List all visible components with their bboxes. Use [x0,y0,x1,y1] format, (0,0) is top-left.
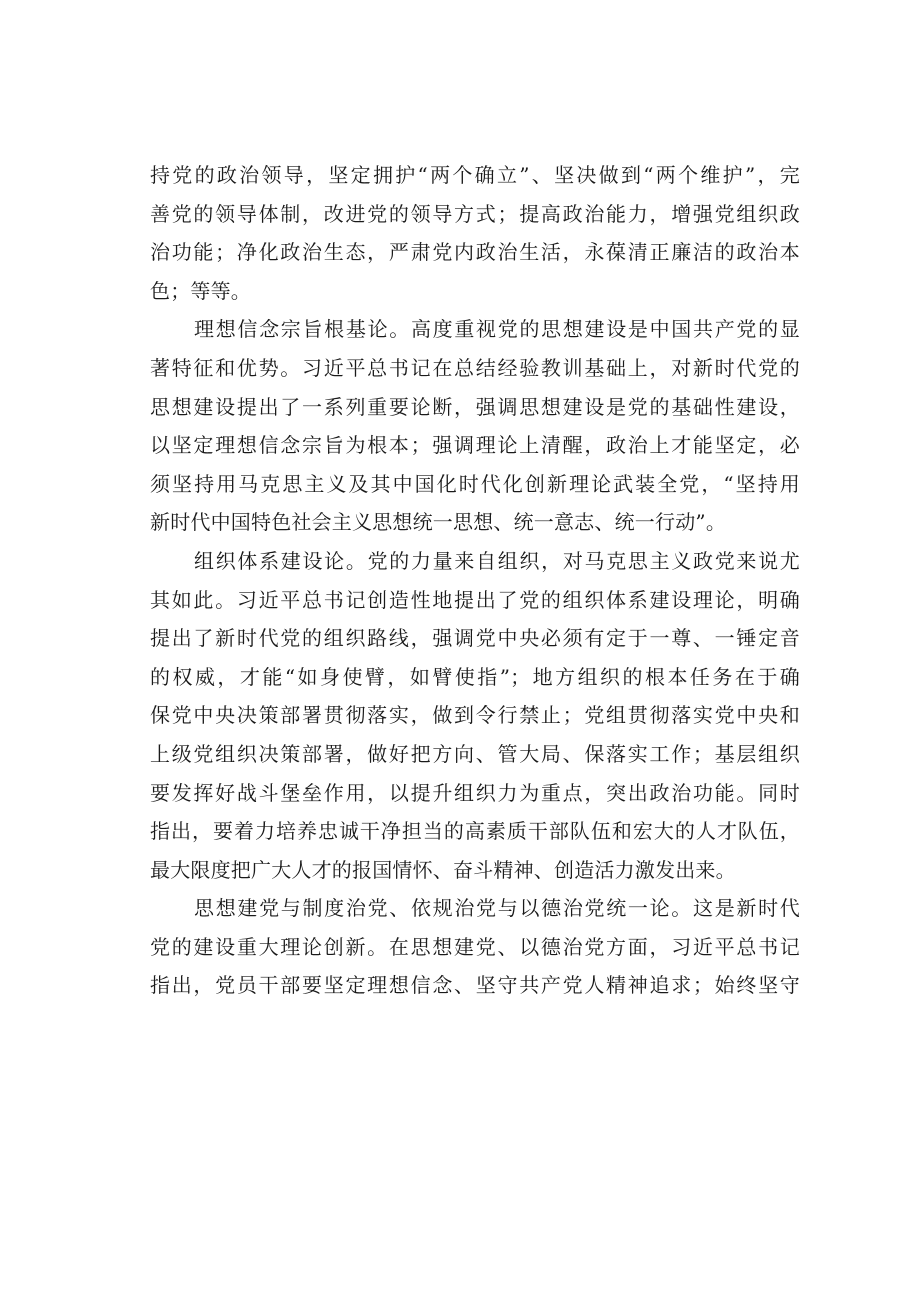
paragraph-3-line-1: 组织体系建设论。党的力量来自组织，对马克思主义政党来说尤 [194,548,800,573]
paragraph-1-line-3: 治功能；净化政治生态，严肃党内政治生活，永葆清正廉洁的政治本 [150,240,800,265]
paragraph-3-line-3: 提出了新时代党的组织路线，强调党中央必须有定于一尊、一锤定音 [150,626,800,651]
body-text [150,156,800,1005]
paragraph-2-line-6: 新时代中国特色社会主义思想统一思想、统一意志、统一行动”。 [150,510,727,535]
paragraph-3-line-5: 保党中央决策部署贯彻落实，做到令行禁止；党组贯彻落实党中央和 [150,703,800,728]
paragraph-2-line-4: 以坚定理想信念宗旨为根本；强调理论上清醒，政治上才能坚定，必 [150,433,800,458]
paragraph-2-line-5: 须坚持用马克思主义及其中国化时代化创新理论武装全党，“坚持用 [150,471,800,496]
paragraph-4-line-1: 思想建党与制度治党、依规治党与以德治党统一论。这是新时代 [194,896,800,921]
paragraph-1-line-4: 色；等等。 [150,278,251,303]
paragraph-2-line-1: 理想信念宗旨根基论。高度重视党的思想建设是中国共产党的显 [194,317,800,342]
paragraph-3-line-9: 最大限度把广大人才的报国情怀、奋斗精神、创造活力激发出来。 [150,857,736,882]
paragraph-2-line-3: 思想建设提出了一系列重要论断，强调思想建设是党的基础性建设， [150,394,800,419]
paragraph-4-line-2: 党的建设重大理论创新。在思想建党、以德治党方面，习近平总书记 [150,934,800,959]
paragraph-1-line-1: 持党的政治领导，坚定拥护“两个确立”、坚决做到“两个维护”，完 [150,163,800,187]
paragraph-3-line-6: 上级党组织决策部署，做好把方向、管大局、保落实工作；基层组织 [150,741,800,766]
paragraph-3-line-7: 要发挥好战斗堡垒作用，以提升组织力为重点，突出政治功能。同时 [150,780,800,805]
paragraph-4-line-3: 指出，党员干部要坚定理想信念、坚守共产党人精神追求；始终坚守 [150,973,800,998]
paragraph-1-line-2: 善党的领导体制，改进党的领导方式；提高政治能力，增强党组织政 [150,201,800,226]
paragraph-3-line-4: 的权威，才能“如身使臂，如臂使指”；地方组织的根本任务在于确 [150,664,800,689]
paragraph-2-line-2: 著特征和优势。习近平总书记在总结经验教训基础上，对新时代党的 [150,355,800,380]
paragraph-3-line-2: 其如此。习近平总书记创造性地提出了党的组织体系建设理论，明确 [150,587,800,612]
paragraph-3-line-8: 指出，要着力培养忠诚干净担当的高素质干部队伍和宏大的人才队伍， [150,819,800,844]
